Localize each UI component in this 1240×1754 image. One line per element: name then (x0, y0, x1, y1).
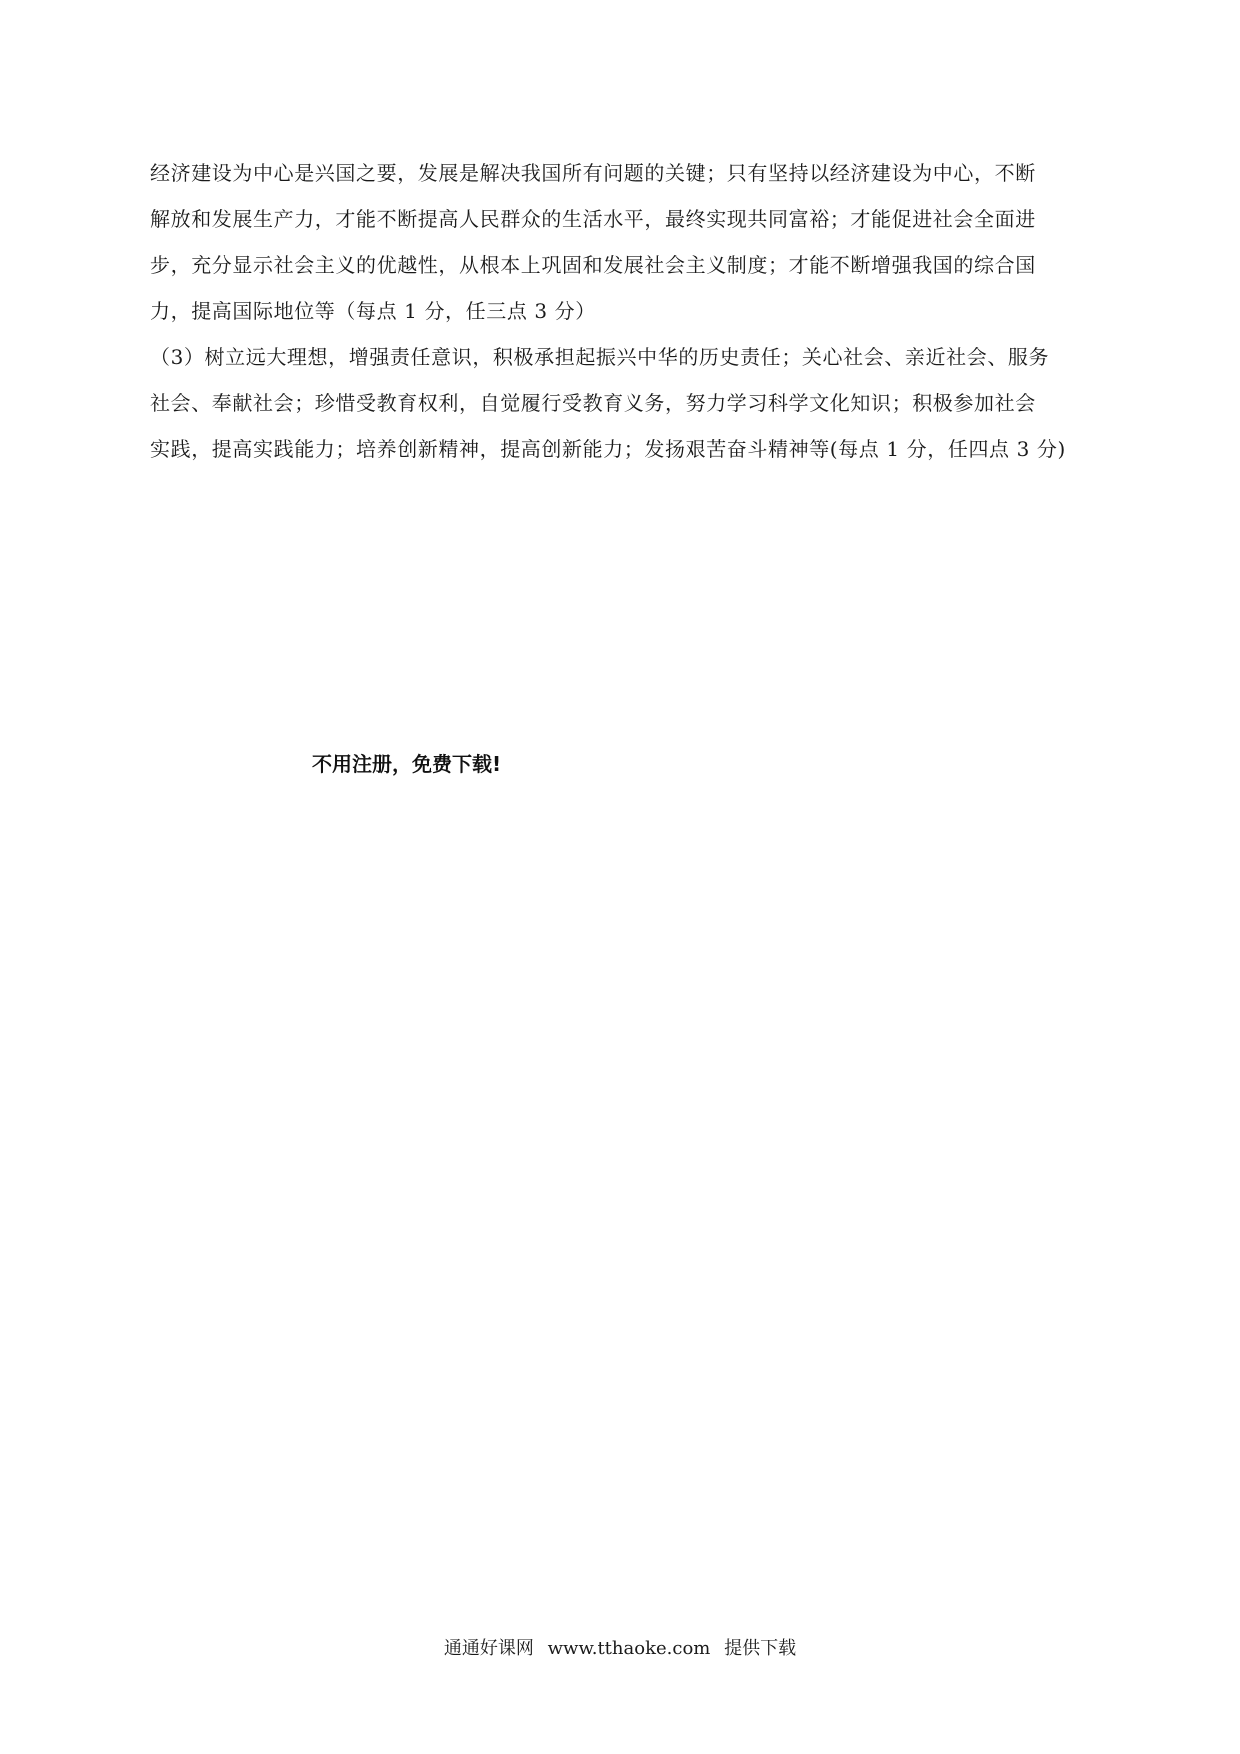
answer-line: 经济建设为中心是兴国之要，发展是解决我国所有问题的关键；只有坚持以经济建设为中心，不断 (150, 161, 1036, 185)
footer-site-name: 通通好课网 (443, 1638, 534, 1659)
answer-text-block (150, 150, 1100, 472)
answer-line: 社会、奉献社会；珍惜受教育权利，自觉履行受教育义务，努力学习科学文化知识；积极参加社会 (150, 391, 1036, 415)
promo-text: 不用注册，免费下载! (312, 752, 502, 776)
footer (0, 1634, 1240, 1660)
footer-suffix: 提供下载 (724, 1638, 797, 1659)
answer-line: （3）树立远大理想，增强责任意识，积极承担起振兴中华的历史责任；关心社会、亲近社会、服务 (150, 345, 1050, 369)
answer-line: 解放和发展生产力，才能不断提高人民群众的生活水平，最终实现共同富裕；才能促进社会全面进 (150, 207, 1036, 231)
answer-line: 力，提高国际地位等（每点 1 分，任三点 3 分） (150, 299, 596, 323)
footer-url[interactable]: www.tthaoke.com (547, 1638, 711, 1659)
answer-line: 实践，提高实践能力；培养创新精神，提高创新能力；发扬艰苦奋斗精神等(每点 1 分，任四点 3 分) (150, 437, 1066, 461)
answer-line: 步，充分显示社会主义的优越性，从根本上巩固和发展社会主义制度；才能不断增强我国的综合国 (150, 253, 1036, 277)
